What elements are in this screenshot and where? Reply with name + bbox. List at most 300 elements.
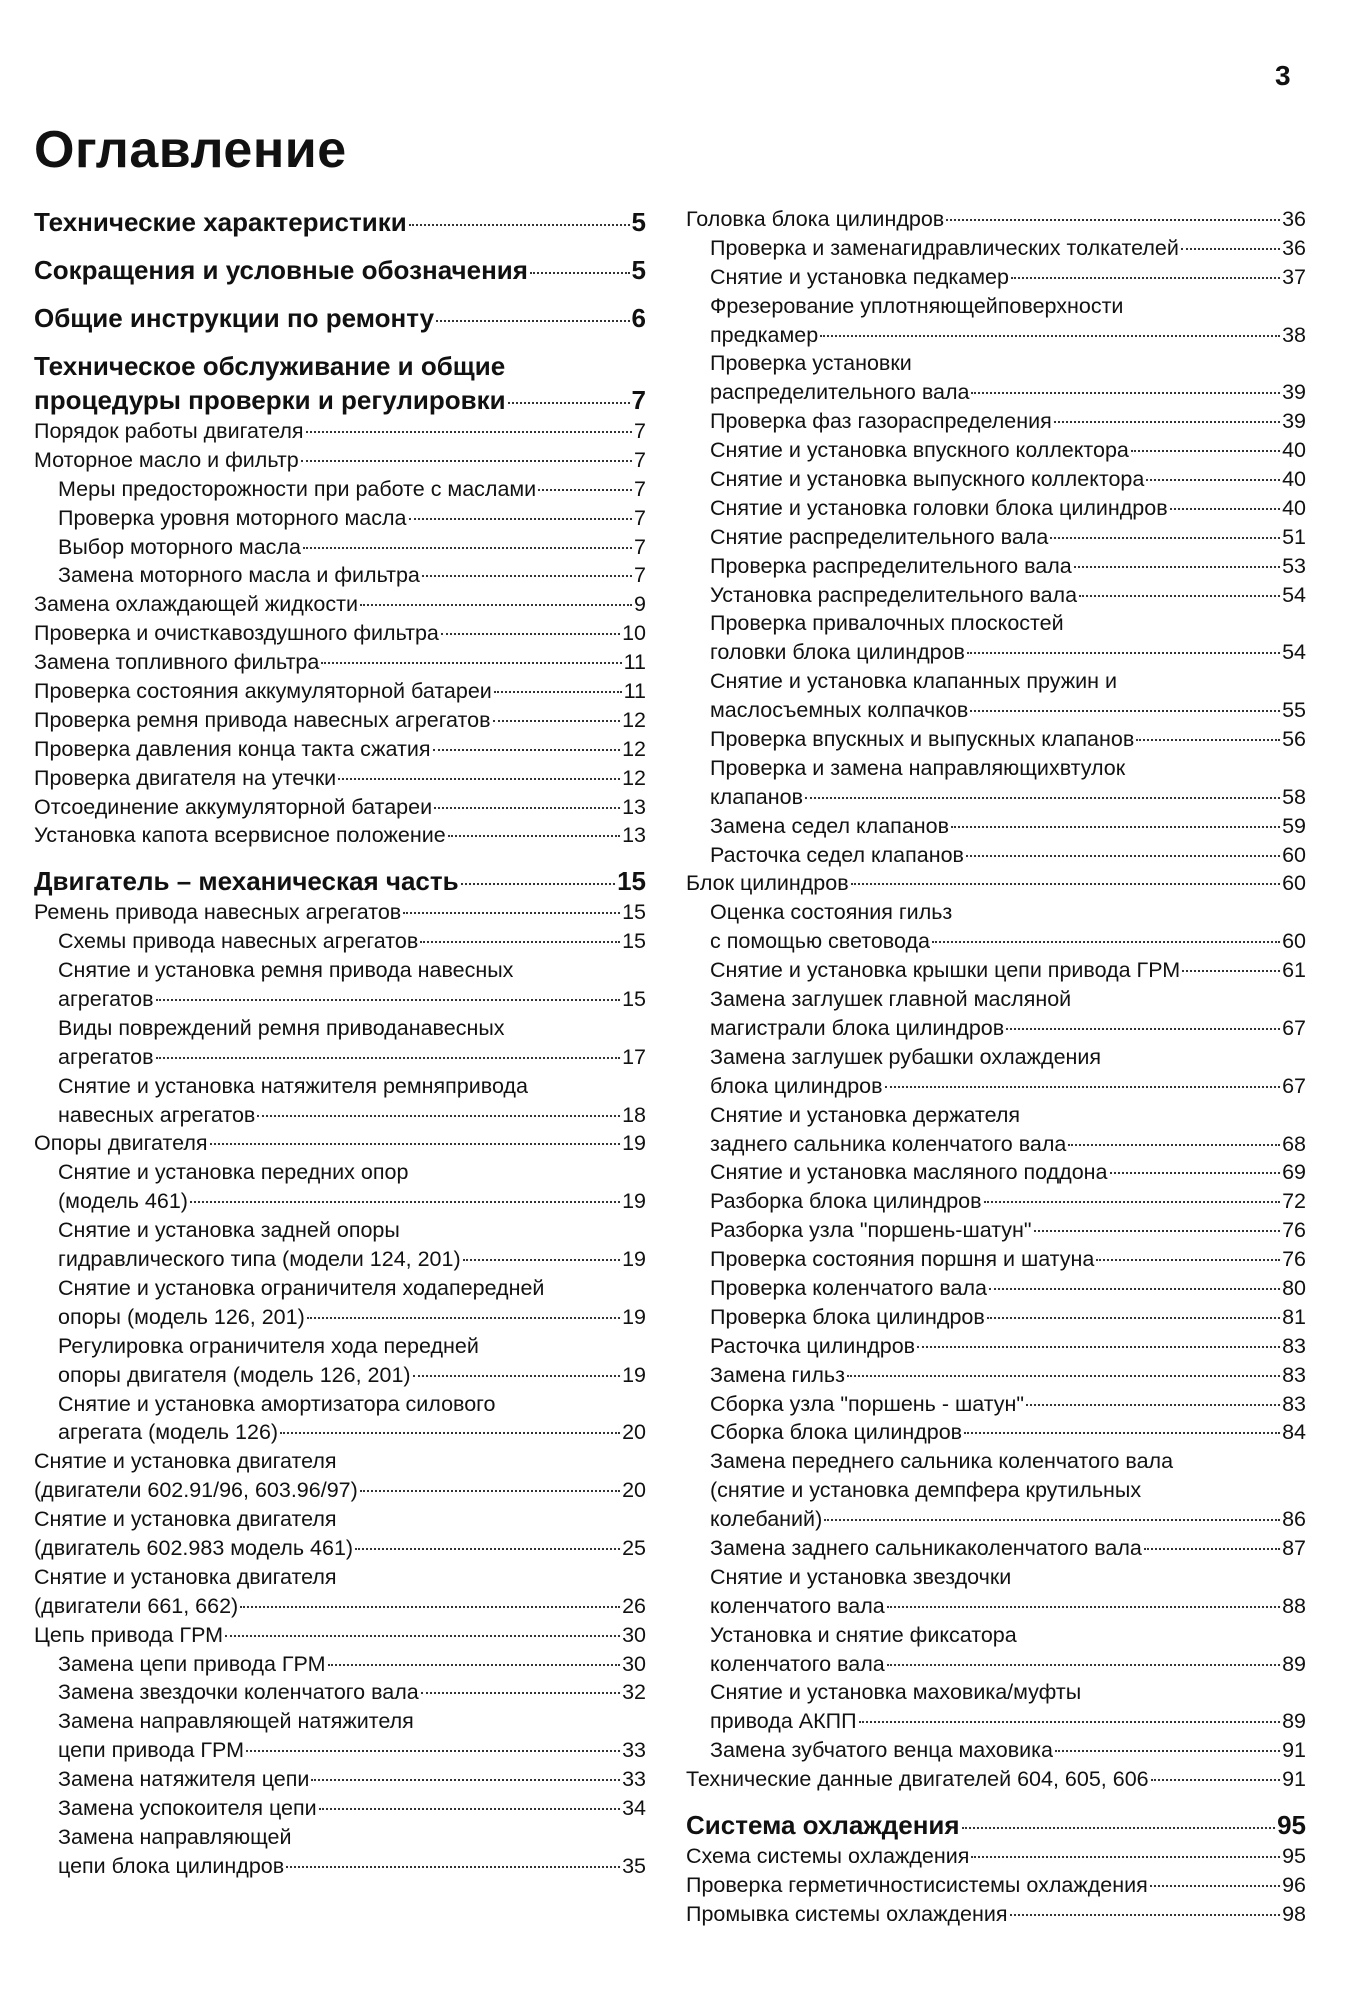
toc-entry-title: Проверка коленчатого вала (710, 1275, 987, 1300)
toc-dot-leader (1131, 450, 1280, 452)
toc-page-number: 20 (622, 1420, 646, 1445)
toc-dot-leader (421, 1692, 620, 1694)
toc-entry (34, 1852, 646, 1881)
toc-page-number: 89 (1282, 1709, 1306, 1734)
toc-page-number: 33 (622, 1767, 646, 1792)
toc-entry-title: Цепь привода ГРМ (34, 1622, 224, 1647)
toc-entry-title: Замена заглушек главной масляной (710, 987, 1072, 1012)
toc-entry-title: Замена переднего сальника коленчатого вала (710, 1449, 1174, 1474)
toc-entry (686, 523, 1306, 552)
toc-entry-title: Разборка блока цилиндров (710, 1189, 982, 1214)
toc-entry (686, 1871, 1306, 1900)
toc-dot-leader (409, 224, 630, 226)
toc-entry (686, 1447, 1306, 1476)
toc-page-number: 11 (623, 679, 646, 704)
toc-dot-leader (851, 883, 1280, 885)
toc-entry (34, 927, 646, 956)
toc-entry (686, 841, 1306, 870)
toc-entry (34, 446, 646, 475)
toc-entry-title: Проверка блока цилиндров (710, 1304, 985, 1329)
toc-section-heading (34, 205, 646, 239)
toc-entry-title: (модель 461) (58, 1189, 188, 1214)
toc-dot-leader (1054, 421, 1280, 423)
toc-left-column (34, 205, 646, 1881)
toc-entry-title: предкамер (710, 322, 819, 347)
toc-entry-title: клапанов (710, 784, 804, 809)
toc-dot-leader (311, 1779, 620, 1781)
toc-entry (686, 494, 1306, 523)
toc-page-number: 17 (622, 1044, 646, 1069)
toc-entry (686, 985, 1306, 1014)
toc-dot-leader (1144, 1548, 1280, 1550)
toc-entry (34, 1129, 646, 1158)
toc-entry (34, 735, 646, 764)
toc-dot-leader (355, 1548, 620, 1550)
toc-entry-title: Снятие и установка впускного коллектора (710, 438, 1129, 463)
toc-dot-leader (210, 1143, 621, 1145)
toc-page-number: 12 (622, 765, 646, 790)
toc-dot-leader (917, 1346, 1280, 1348)
toc-page-number: 95 (1282, 1843, 1306, 1868)
toc-entry (34, 1303, 646, 1332)
page-number: 3 (1275, 60, 1291, 91)
toc-page-number: 56 (1282, 727, 1306, 752)
toc-entry-title: Снятие и установка клапанных пружин и (710, 669, 1117, 694)
toc-entry (34, 1794, 646, 1823)
toc-section-heading (34, 349, 646, 383)
toc-entry-title: Головка блока цилиндров (686, 207, 945, 231)
toc-entry-title: Система охлаждения (686, 1809, 960, 1840)
toc-right-column (686, 205, 1306, 1929)
toc-dot-leader (463, 1259, 620, 1261)
toc-page-number: 18 (622, 1102, 646, 1127)
toc-entry (34, 1823, 646, 1852)
toc-entry-title: Сборка блока цилиндров (710, 1420, 963, 1445)
toc-dot-leader (805, 797, 1280, 799)
toc-entry (686, 638, 1306, 667)
toc-page-number: 55 (1282, 698, 1306, 723)
toc-page-number: 60 (1282, 842, 1306, 867)
toc-dot-leader (1074, 566, 1280, 568)
toc-entry-title: (двигатели 602.91/96, 603.96/97) (34, 1478, 358, 1503)
toc-entry (34, 561, 646, 590)
toc-page-number: 15 (622, 929, 646, 954)
toc-entry-title: Технические данные двигателей 604, 605, 606 (686, 1767, 1149, 1792)
toc-dot-leader (328, 1664, 621, 1666)
toc-dot-leader (257, 1115, 620, 1117)
toc-page-number: 10 (622, 621, 646, 646)
toc-entry-title: головки блока цилиндров (710, 640, 965, 665)
toc-dot-leader (494, 691, 622, 693)
toc-dot-leader (962, 1827, 1276, 1829)
toc-entry-title: Техническое обслуживание и общие (34, 351, 506, 381)
toc-entry (686, 1736, 1306, 1765)
toc-entry (686, 1678, 1306, 1707)
toc-entry-title: Снятие и установка крышки цепи привода ГРМ (710, 958, 1181, 983)
toc-entry-title: агрегата (модель 126) (58, 1420, 279, 1445)
toc-dot-leader (436, 320, 629, 322)
toc-dot-leader (1146, 479, 1280, 481)
toc-page-number: 76 (1282, 1247, 1306, 1272)
toc-entry (34, 1621, 646, 1650)
toc-page-number: 19 (622, 1304, 646, 1329)
toc-entry (686, 1707, 1306, 1736)
toc-page-number: 87 (1282, 1535, 1306, 1560)
toc-dot-leader (859, 1721, 1281, 1723)
toc-dot-leader (1011, 277, 1280, 279)
toc-page-number: 7 (634, 447, 646, 472)
toc-entry (686, 552, 1306, 581)
toc-page-number: 13 (622, 794, 646, 819)
toc-dot-leader (989, 1288, 1280, 1290)
toc-page-number: 98 (1282, 1901, 1306, 1926)
toc-entry-title: Замена седел клапанов (710, 813, 950, 838)
toc-entry (686, 725, 1306, 754)
toc-dot-leader (1096, 1259, 1280, 1261)
toc-page-number: 32 (622, 1680, 646, 1705)
toc-dot-leader (966, 855, 1280, 857)
toc-entry-title: Разборка узла "поршень-шатун" (710, 1218, 1032, 1243)
toc-entry (686, 869, 1306, 898)
toc-entry-title: Снятие и установка выпускного коллектора (710, 467, 1145, 492)
toc-entry-title: Снятие и установка держателя (710, 1102, 1021, 1127)
toc-dot-leader (246, 1750, 620, 1752)
toc-entry (34, 475, 646, 504)
toc-dot-leader (1068, 1144, 1280, 1146)
toc-entry-title: Замена звездочки коленчатого вала (58, 1680, 419, 1705)
toc-dot-leader (307, 1317, 620, 1319)
toc-dot-leader (433, 749, 621, 751)
toc-page-number: 34 (622, 1795, 646, 1820)
toc-entry-title: Проверка состояния поршня и шатуна (710, 1247, 1095, 1272)
toc-dot-leader (321, 662, 621, 664)
toc-page-number: 67 (1282, 1073, 1306, 1098)
toc-entry-title: Порядок работы двигателя (34, 419, 304, 443)
toc-dot-leader (932, 941, 1280, 943)
toc-dot-leader (946, 219, 1280, 221)
toc-entry-title: Проверка впускных и выпускных клапанов (710, 727, 1135, 752)
toc-page-number: 35 (622, 1853, 646, 1878)
toc-entry (686, 1390, 1306, 1419)
toc-page-number: 39 (1282, 380, 1306, 405)
toc-entry (686, 956, 1306, 985)
toc-entry-title: Снятие и установка передних опор (58, 1160, 409, 1185)
toc-entry-title: Проверка и очисткавоздушного фильтра (34, 621, 439, 646)
toc-entry-title: Замена направляющей (58, 1824, 292, 1849)
toc-entry (686, 1650, 1306, 1679)
toc-dot-leader (286, 1866, 620, 1868)
toc-page-number: 67 (1282, 1015, 1306, 1040)
toc-entry (686, 263, 1306, 292)
toc-entry (34, 1447, 646, 1476)
toc-entry (34, 821, 646, 850)
toc-entry-title: Расточка седел клапанов (710, 842, 964, 867)
toc-entry-title: Выбор моторного масла (58, 534, 301, 559)
toc-page-number: 36 (1282, 235, 1306, 260)
toc-dot-leader (984, 1201, 1281, 1203)
toc-entry (34, 1332, 646, 1361)
toc-entry (686, 378, 1306, 407)
toc-page-number: 83 (1282, 1333, 1306, 1358)
toc-page-number: 58 (1282, 784, 1306, 809)
toc-dot-leader (306, 431, 633, 433)
toc-entry-title: Проверка уровня моторного масла (58, 505, 407, 530)
toc-entry (686, 1505, 1306, 1534)
toc-page-number: 7 (634, 476, 646, 501)
toc-entry (34, 1274, 646, 1303)
toc-entry (686, 292, 1306, 321)
toc-entry-title: (двигатели 661, 662) (34, 1593, 239, 1618)
toc-entry (686, 1043, 1306, 1072)
toc-page-number: 83 (1282, 1391, 1306, 1416)
toc-page-number: 40 (1282, 495, 1306, 520)
toc-entry (34, 619, 646, 648)
toc-dot-leader (1026, 1404, 1280, 1406)
toc-dot-leader (971, 392, 1280, 394)
toc-dot-leader (1182, 970, 1280, 972)
toc-entry-title: Снятие и установка ремня привода навесных (58, 958, 514, 983)
toc-entry (34, 1476, 646, 1505)
toc-dot-leader (156, 1057, 621, 1059)
toc-section-heading (34, 383, 646, 417)
toc-entry-title: Схемы привода навесных агрегатов (58, 929, 419, 954)
toc-dot-leader (493, 720, 621, 722)
toc-entry (34, 590, 646, 619)
toc-page-number: 76 (1282, 1218, 1306, 1243)
toc-page-number: 6 (631, 303, 646, 333)
toc-entry (686, 321, 1306, 350)
toc-entry-title: агрегатов (58, 987, 154, 1012)
toc-entry-title: Технические характеристики (34, 207, 407, 237)
toc-entry (34, 1534, 646, 1563)
toc-page-number: 15 (622, 900, 646, 925)
toc-dot-leader (1006, 1028, 1280, 1030)
toc-page-number: 91 (1282, 1767, 1306, 1792)
toc-page-number: 60 (1282, 929, 1306, 954)
toc-dot-leader (1110, 1172, 1281, 1174)
toc-page-number: 9 (634, 592, 646, 617)
toc-entry (686, 407, 1306, 436)
toc-page-number: 7 (634, 534, 646, 559)
toc-dot-leader (403, 912, 620, 914)
toc-entry (34, 764, 646, 793)
toc-page-number: 30 (622, 1622, 646, 1647)
toc-entry-title: Снятие и установка натяжителя ремняпривода (58, 1073, 528, 1098)
toc-entry-title: Замена гильз (710, 1362, 845, 1387)
toc-page-number: 86 (1282, 1507, 1306, 1532)
toc-page-number: 60 (1282, 871, 1306, 896)
toc-page-number: 19 (622, 1362, 646, 1387)
toc-entry (686, 1130, 1306, 1159)
toc-dot-leader (301, 460, 632, 462)
toc-entry-title: процедуры проверки и регулировки (34, 385, 506, 415)
toc-entry (686, 1014, 1306, 1043)
toc-page-number: 61 (1282, 958, 1306, 983)
toc-page-number: 91 (1282, 1738, 1306, 1763)
toc-entry-title: Блок цилиндров (686, 871, 849, 896)
toc-page-number: 15 (622, 987, 646, 1012)
toc-entry-title: блока цилиндров (710, 1073, 883, 1098)
toc-dot-leader (338, 778, 620, 780)
toc-entry (686, 1158, 1306, 1187)
toc-dot-leader (1136, 739, 1280, 741)
toc-entry (34, 1390, 646, 1419)
toc-page-number: 59 (1282, 813, 1306, 838)
toc-entry-title: Снятие и установка двигателя (34, 1449, 337, 1474)
toc-entry (34, 985, 646, 1014)
toc-entry (686, 1418, 1306, 1447)
toc-dot-leader (970, 710, 1280, 712)
toc-entry (686, 1476, 1306, 1505)
toc-entry-title: Фрезерование уплотняющейповерхности (710, 293, 1124, 318)
toc-entry (34, 1101, 646, 1130)
toc-entry-title: Снятие и установка звездочки (710, 1564, 1012, 1589)
toc-entry-title: распределительного вала (710, 380, 970, 405)
toc-dot-leader (240, 1606, 620, 1608)
toc-entry-title: Замена натяжителя цепи (58, 1767, 310, 1792)
toc-page-number: 25 (622, 1535, 646, 1560)
toc-entry-title: Регулировка ограничителя хода передней (58, 1333, 479, 1358)
toc-page-number: 12 (622, 707, 646, 732)
toc-entry-title: Замена заднего сальникаколенчатого вала (710, 1535, 1142, 1560)
toc-page-number: 69 (1282, 1160, 1306, 1185)
toc-entry-title: Снятие и установка двигателя (34, 1564, 337, 1589)
toc-dot-leader (971, 1856, 1280, 1858)
toc-dot-leader (967, 652, 1280, 654)
toc-entry-title: Проверка установки (710, 351, 912, 376)
toc-page-number: 54 (1282, 640, 1306, 665)
toc-entry (34, 677, 646, 706)
toc-entry-title: Снятие и установка маховика/муфты (710, 1680, 1082, 1705)
toc-entry (34, 956, 646, 985)
toc-dot-leader (887, 1606, 1280, 1608)
toc-entry-title: Оценка состояния гильз (710, 900, 953, 925)
toc-dot-leader (538, 489, 632, 491)
toc-entry-title: Ремень привода навесных агрегатов (34, 900, 402, 925)
toc-dot-leader (951, 826, 1280, 828)
toc-dot-leader (964, 1432, 1280, 1434)
toc-entry (686, 1534, 1306, 1563)
toc-dot-leader (1010, 1914, 1281, 1916)
toc-entry (34, 793, 646, 822)
toc-entry (34, 1592, 646, 1621)
toc-page-number: 7 (631, 385, 646, 415)
toc-page-number: 39 (1282, 409, 1306, 434)
toc-entry-title: Снятие распределительного вала (710, 524, 1049, 549)
toc-page-number: 7 (634, 563, 646, 588)
toc-dot-leader (409, 518, 633, 520)
toc-page-number: 81 (1282, 1304, 1306, 1329)
toc-dot-leader (413, 1375, 621, 1377)
toc-entry-title: Снятие и установка масляного поддона (710, 1160, 1108, 1185)
toc-entry-title: навесных агрегатов (58, 1102, 256, 1127)
toc-page-number: 40 (1282, 438, 1306, 463)
toc-entry (34, 1505, 646, 1534)
toc-dot-leader (461, 883, 615, 885)
toc-entry (34, 1014, 646, 1043)
toc-entry (34, 1043, 646, 1072)
toc-section-heading (34, 301, 646, 335)
toc-entry-title: Проверка герметичностисистемы охлаждения (686, 1872, 1148, 1897)
toc-entry-title: Замена цепи привода ГРМ (58, 1651, 326, 1676)
toc-entry (34, 1072, 646, 1101)
toc-entry (686, 1592, 1306, 1621)
toc-page-number: 83 (1282, 1362, 1306, 1387)
toc-entry-title: Установка капота всервисное положение (34, 823, 446, 848)
toc-entry-title: Установка и снятие фиксатора (710, 1622, 1017, 1647)
toc-dot-leader (319, 1808, 620, 1810)
toc-entry (34, 1736, 646, 1765)
toc-entry-title: цепи блока цилиндров (58, 1853, 285, 1878)
toc-entry-title: Меры предосторожности при работе с маслами (58, 476, 537, 501)
toc-page-number: 68 (1282, 1131, 1306, 1156)
toc-entry-title: (двигатель 602.983 модель 461) (34, 1535, 354, 1560)
toc-page-number: 19 (622, 1189, 646, 1214)
toc-page-number: 12 (622, 736, 646, 761)
toc-entry (686, 667, 1306, 696)
toc-page-number: 54 (1282, 582, 1306, 607)
toc-page-number: 13 (622, 823, 646, 848)
toc-entry (686, 1072, 1306, 1101)
toc-entry-title: Проверка двигателя на утечки (34, 765, 337, 790)
toc-entry (686, 581, 1306, 610)
toc-page-number: 96 (1282, 1872, 1306, 1897)
toc-entry (686, 465, 1306, 494)
toc-page-number: 7 (634, 505, 646, 530)
toc-entry (34, 417, 646, 446)
toc-entry-title: агрегатов (58, 1044, 154, 1069)
toc-dot-leader (280, 1432, 620, 1434)
toc-entry-title: Снятие и установка двигателя (34, 1507, 337, 1532)
toc-entry (686, 349, 1306, 378)
toc-entry (686, 1765, 1306, 1794)
toc-dot-leader (225, 1635, 620, 1637)
toc-entry-title: Проверка привалочных плоскостей (710, 611, 1064, 636)
toc-entry-title: Опоры двигателя (34, 1131, 208, 1156)
toc-dot-leader (824, 1519, 1280, 1521)
toc-page-number: 5 (631, 255, 646, 285)
toc-dot-leader (420, 941, 620, 943)
toc-entry (34, 504, 646, 533)
toc-entry-title: Проверка состояния аккумуляторной батареи (34, 679, 492, 704)
toc-entry-title: Промывка системы охлаждения (686, 1901, 1008, 1926)
toc-page-number: 72 (1282, 1189, 1306, 1214)
page-title: Оглавление (34, 121, 347, 179)
toc-entry (686, 1216, 1306, 1245)
toc-entry-title: Проверка и замена направляющихвтулок (710, 755, 1126, 780)
toc-page-number: 19 (622, 1247, 646, 1272)
toc-entry (686, 754, 1306, 783)
toc-dot-leader (1150, 1885, 1280, 1887)
toc-entry-title: Снятие и установка головки блока цилиндров (710, 495, 1168, 520)
toc-entry (686, 1332, 1306, 1361)
toc-dot-leader (508, 402, 630, 404)
toc-page-number: 19 (622, 1131, 646, 1156)
toc-entry-title: Моторное масло и фильтр (34, 447, 299, 472)
toc-entry-title: Проверка и заменагидравлических толкателей (710, 235, 1179, 260)
toc-page-number: 84 (1282, 1420, 1306, 1445)
toc-entry-title: Снятие и установка амортизатора силового (58, 1391, 496, 1416)
toc-entry (34, 1158, 646, 1187)
toc-entry-title: Общие инструкции по ремонту (34, 303, 435, 333)
toc-entry-title: Виды повреждений ремня приводанавесных (58, 1015, 505, 1040)
toc-entry (686, 205, 1306, 234)
toc-entry (686, 783, 1306, 812)
toc-section-heading (34, 864, 646, 898)
toc-entry-title: Замена охлаждающей жидкости (34, 592, 359, 617)
toc-entry-title: привода АКПП (710, 1709, 857, 1734)
toc-entry (686, 1900, 1306, 1929)
